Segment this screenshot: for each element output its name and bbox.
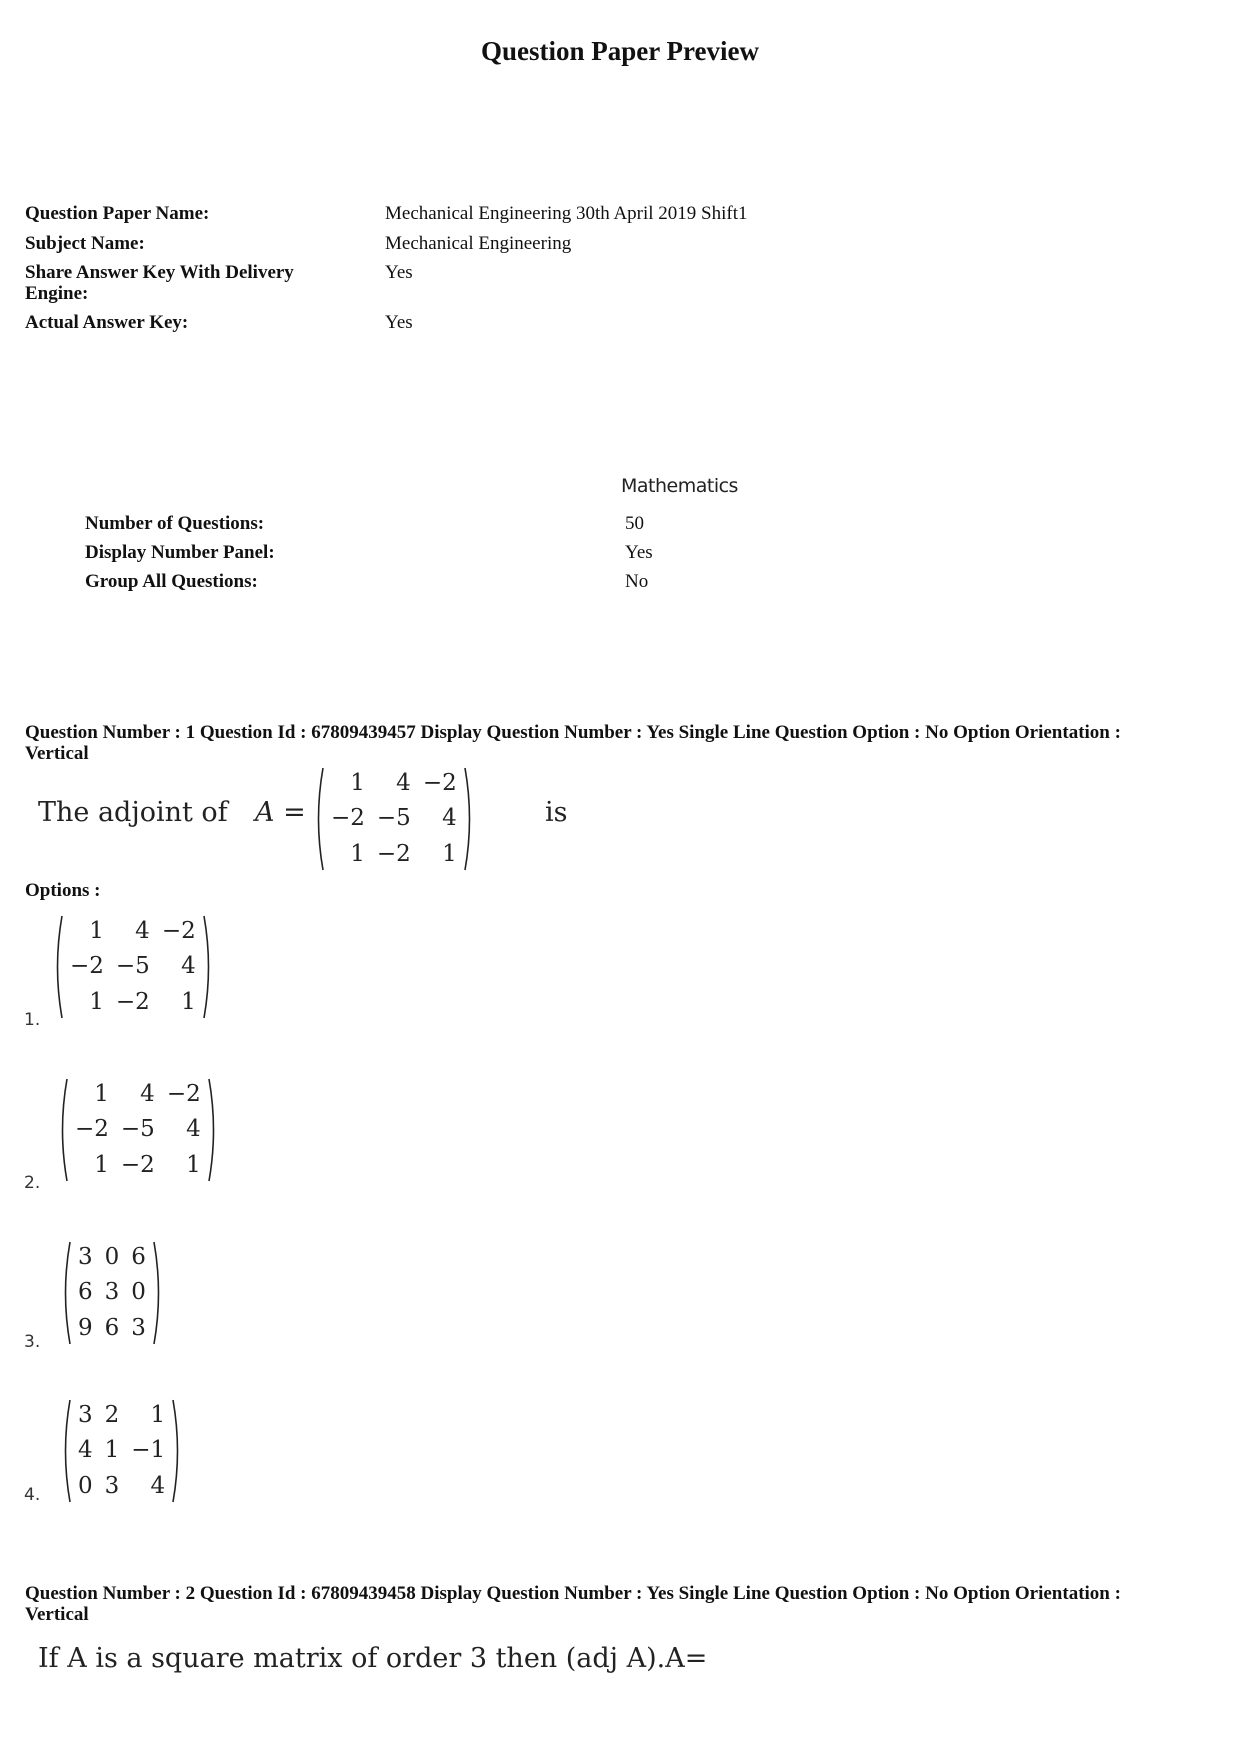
matrix-entry: 6 bbox=[78, 1279, 93, 1306]
share-answer-key-label: Share Answer Key With Delivery Engine: bbox=[25, 262, 294, 304]
group-questions-label: Group All Questions: bbox=[85, 571, 258, 592]
option-2-matrix[interactable] bbox=[57, 1077, 219, 1183]
matrix-entry: 4 bbox=[181, 953, 196, 980]
matrix-entry: 1 bbox=[181, 988, 196, 1015]
matrix-entry: 1 bbox=[350, 840, 365, 867]
option-1-matrix[interactable] bbox=[52, 914, 214, 1020]
paper-name-value: Mechanical Engineering 30th April 2019 Shift1 bbox=[385, 203, 748, 224]
options-label: Options : bbox=[25, 880, 101, 901]
right-paren-icon bbox=[152, 1240, 164, 1346]
matrix-entry: −2 bbox=[161, 918, 196, 944]
option-1-number: 1. bbox=[24, 1010, 41, 1030]
matrix-entry: −2 bbox=[422, 770, 457, 796]
matrix-entry: 4 bbox=[442, 805, 457, 832]
num-questions-value: 50 bbox=[625, 513, 644, 534]
matrix-entry: 3 bbox=[104, 1472, 120, 1499]
matrix-entry: 4 bbox=[140, 1081, 155, 1107]
subject-name-value: Mechanical Engineering bbox=[385, 233, 572, 254]
question-2-header: Question Number : 2 Question Id : 67809439458 Display Question Number : Yes Single Line Question Option : No Option Orientation : Vertical bbox=[25, 1583, 1121, 1625]
left-paren-icon bbox=[52, 914, 64, 1020]
matrix-entry: −5 bbox=[376, 805, 411, 832]
matrix-entry: 1 bbox=[94, 1151, 109, 1178]
matrix-entry: −2 bbox=[75, 1116, 109, 1143]
paper-name-label: Question Paper Name: bbox=[25, 203, 210, 224]
section-name: Mathematics bbox=[621, 475, 738, 497]
matrix-entry: −2 bbox=[376, 840, 411, 867]
matrix-entry: 0 bbox=[104, 1244, 120, 1270]
matrix-entry: 4 bbox=[150, 1472, 166, 1499]
matrix-entry: −5 bbox=[120, 1116, 155, 1143]
question-1-text-after: is bbox=[545, 797, 568, 828]
left-paren-icon bbox=[313, 766, 325, 872]
question-1-variable: A = bbox=[255, 797, 306, 828]
matrix-entry: 1 bbox=[186, 1151, 201, 1178]
matrix-entry: 3 bbox=[78, 1244, 93, 1270]
num-questions-label: Number of Questions: bbox=[85, 513, 265, 534]
option-4-matrix[interactable] bbox=[60, 1398, 183, 1504]
left-paren-icon bbox=[57, 1077, 69, 1183]
matrix-entry: 1 bbox=[104, 1437, 120, 1464]
matrix-entry: 4 bbox=[135, 918, 150, 944]
question-1-header: Question Number : 1 Question Id : 67809439457 Display Question Number : Yes Single Line Question Option : No Option Orientation : Vertical bbox=[25, 722, 1121, 764]
question-1-text: The adjoint of bbox=[38, 797, 228, 828]
matrix-entry: 1 bbox=[89, 988, 104, 1015]
matrix-entry: 1 bbox=[94, 1081, 109, 1107]
matrix-entry: −2 bbox=[70, 953, 104, 980]
actual-answer-key-label: Actual Answer Key: bbox=[25, 312, 189, 333]
share-answer-key-value: Yes bbox=[385, 262, 413, 283]
matrix-entry: 4 bbox=[78, 1437, 93, 1464]
matrix-entry: 1 bbox=[442, 840, 457, 867]
group-questions-value: No bbox=[625, 571, 649, 592]
matrix-entry: 1 bbox=[89, 918, 104, 944]
matrix-entry: 1 bbox=[350, 770, 365, 796]
matrix-entry: 6 bbox=[131, 1244, 146, 1270]
matrix-entry: 0 bbox=[78, 1472, 93, 1499]
matrix-entry: 3 bbox=[78, 1402, 93, 1428]
matrix-entry: −2 bbox=[331, 805, 365, 832]
matrix-entry: 3 bbox=[104, 1279, 120, 1306]
display-panel-value: Yes bbox=[625, 542, 653, 563]
question-2-text: If A is a square matrix of order 3 then (adj A).A= bbox=[38, 1643, 708, 1674]
right-paren-icon bbox=[207, 1077, 219, 1183]
matrix-entry: −2 bbox=[120, 1151, 155, 1178]
right-paren-icon bbox=[171, 1398, 183, 1504]
matrix-entry: 3 bbox=[131, 1314, 146, 1341]
left-paren-icon bbox=[60, 1240, 72, 1346]
question-1-matrix bbox=[313, 766, 475, 872]
option-2-number: 2. bbox=[24, 1173, 41, 1193]
matrix-entry: −1 bbox=[131, 1437, 166, 1464]
actual-answer-key-value: Yes bbox=[385, 312, 413, 333]
matrix-entry: 2 bbox=[104, 1402, 120, 1428]
page-title: Question Paper Preview bbox=[481, 36, 759, 66]
matrix-entry: −2 bbox=[115, 988, 150, 1015]
option-3-number: 3. bbox=[24, 1332, 41, 1352]
matrix-entry: 4 bbox=[396, 770, 411, 796]
matrix-entry: 6 bbox=[104, 1314, 120, 1341]
matrix-entry: 9 bbox=[78, 1314, 93, 1341]
subject-name-label: Subject Name: bbox=[25, 233, 145, 254]
right-paren-icon bbox=[463, 766, 475, 872]
matrix-entry: 1 bbox=[150, 1402, 166, 1428]
matrix-entry: 4 bbox=[186, 1116, 201, 1143]
display-panel-label: Display Number Panel: bbox=[85, 542, 275, 563]
matrix-entry: 0 bbox=[131, 1279, 146, 1306]
matrix-entry: −2 bbox=[166, 1081, 201, 1107]
option-4-number: 4. bbox=[24, 1485, 41, 1505]
matrix-entry: −5 bbox=[115, 953, 150, 980]
option-3-matrix[interactable] bbox=[60, 1240, 164, 1346]
right-paren-icon bbox=[202, 914, 214, 1020]
left-paren-icon bbox=[60, 1398, 72, 1504]
